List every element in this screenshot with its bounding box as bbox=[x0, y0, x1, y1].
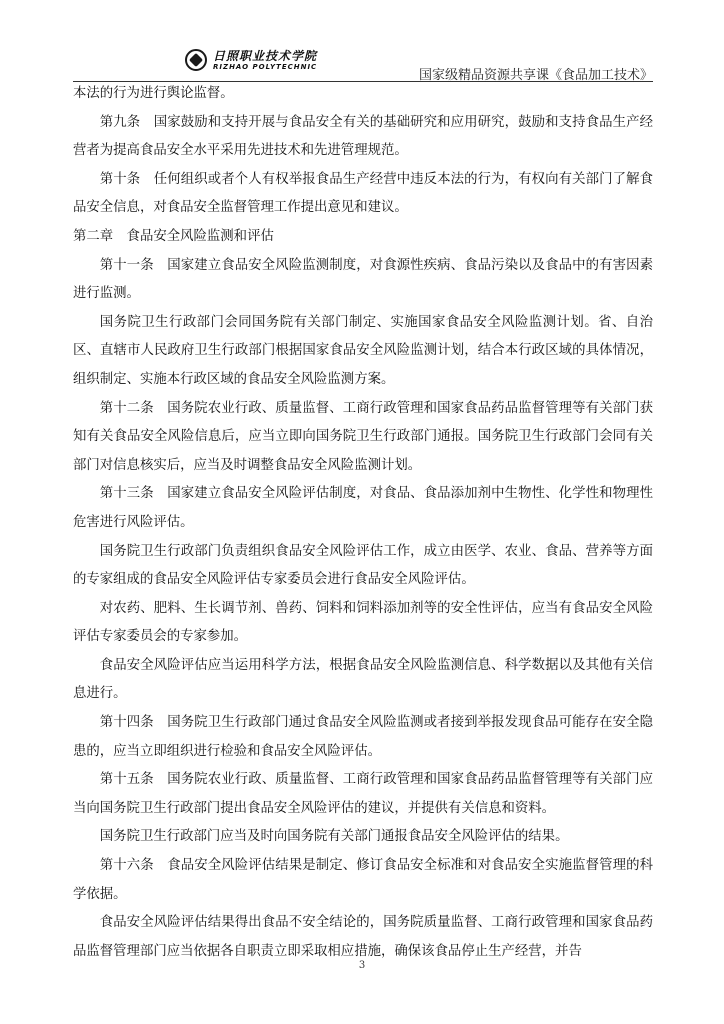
school-emblem-icon bbox=[185, 49, 207, 71]
article-9: 第九条 国家鼓励和支持开展与食品安全有关的基础研究和应用研究，鼓励和支持食品生产经营者为提高食品安全水平采用先进技术和先进管理规范。 bbox=[73, 114, 653, 159]
paragraph: 食品安全风险评估结果得出食品不安全结论的，国务院质量监督、工商行政管理和国家食品药品监督管理部门应当依据各自职责立即采取相应措施，确保该食品停止生产经营，并告 bbox=[73, 915, 653, 959]
paragraph: 国务院卫生行政部门应当及时向国务院有关部门通报食品安全风险评估的结果。 bbox=[99, 829, 569, 845]
paragraph: 国务院卫生行政部门会同国务院有关部门制定、实施国家食品安全风险监测计划。省、自治区、直辖市人民政府卫生行政部门根据国家食品安全风险监测计划，结合本行政区域的具体情况，组织制定、实施本行政区域的食品安全风险监测方案。 bbox=[73, 314, 653, 387]
logo-chinese-name: 日照职业技术学院 bbox=[213, 48, 318, 63]
paragraph: 国务院卫生行政部门负责组织食品安全风险评估工作，成立由医学、农业、食品、营养等方面的专家组成的食品安全风险评估专家委员会进行食品安全风险评估。 bbox=[73, 543, 653, 588]
document-body bbox=[73, 80, 653, 966]
article-14: 第十四条 国务院卫生行政部门通过食品安全风险监测或者接到举报发现食品可能存在安全隐患的，应当立即组织进行检验和食品安全风险评估。 bbox=[73, 715, 653, 759]
article-15: 第十五条 国务院农业行政、质量监督、工商行政管理和国家食品药品监督管理等有关部门应当向国务院卫生行政部门提出食品安全风险评估的建议，并提供有关信息和资料。 bbox=[73, 772, 653, 816]
course-title: 国家级精品资源共享课《食品加工技术》 bbox=[418, 68, 653, 83]
article-11: 第十一条 国家建立食品安全风险监测制度，对食源性疾病、食品污染以及食品中的有害因素进行监测。 bbox=[73, 257, 653, 302]
logo-english-name: RIZHAO POLYTECHNIC bbox=[213, 62, 318, 71]
page-number: 3 bbox=[358, 960, 366, 971]
paragraph: 对农药、肥料、生长调节剂、兽药、饲料和饲料添加剂等的安全性评估，应当有食品安全风险评估专家委员会的专家参加。 bbox=[73, 600, 653, 645]
article-16: 第十六条 食品安全风险评估结果是制定、修订食品安全标准和对食品安全实施监督管理的科学依据。 bbox=[73, 858, 653, 902]
article-12: 第十二条 国务院农业行政、质量监督、工商行政管理和国家食品药品监督管理等有关部门获知有关食品安全风险信息后，应当立即向国务院卫生行政部门通报。国务院卫生行政部门会同有关部门对信息核实后，应当及时调整食品安全风险监测计划。 bbox=[73, 400, 653, 473]
paragraph: 食品安全风险评估应当运用科学方法，根据食品安全风险监测信息、科学数据以及其他有关信息进行。 bbox=[73, 657, 653, 702]
article-13: 第十三条 国家建立食品安全风险评估制度，对食品、食品添加剂中生物性、化学性和物理性危害进行风险评估。 bbox=[73, 486, 653, 530]
school-logo bbox=[185, 46, 317, 74]
article-10: 第十条 任何组织或者个人有权举报食品生产经营中违反本法的行为，有权向有关部门了解食品安全信息，对食品安全监督管理工作提出意见和建议。 bbox=[73, 171, 653, 216]
page-header bbox=[73, 44, 653, 84]
chapter-heading: 第二章 食品安全风险监测和评估 bbox=[73, 228, 274, 244]
paragraph: 本法的行为进行舆论监督。 bbox=[73, 86, 234, 101]
